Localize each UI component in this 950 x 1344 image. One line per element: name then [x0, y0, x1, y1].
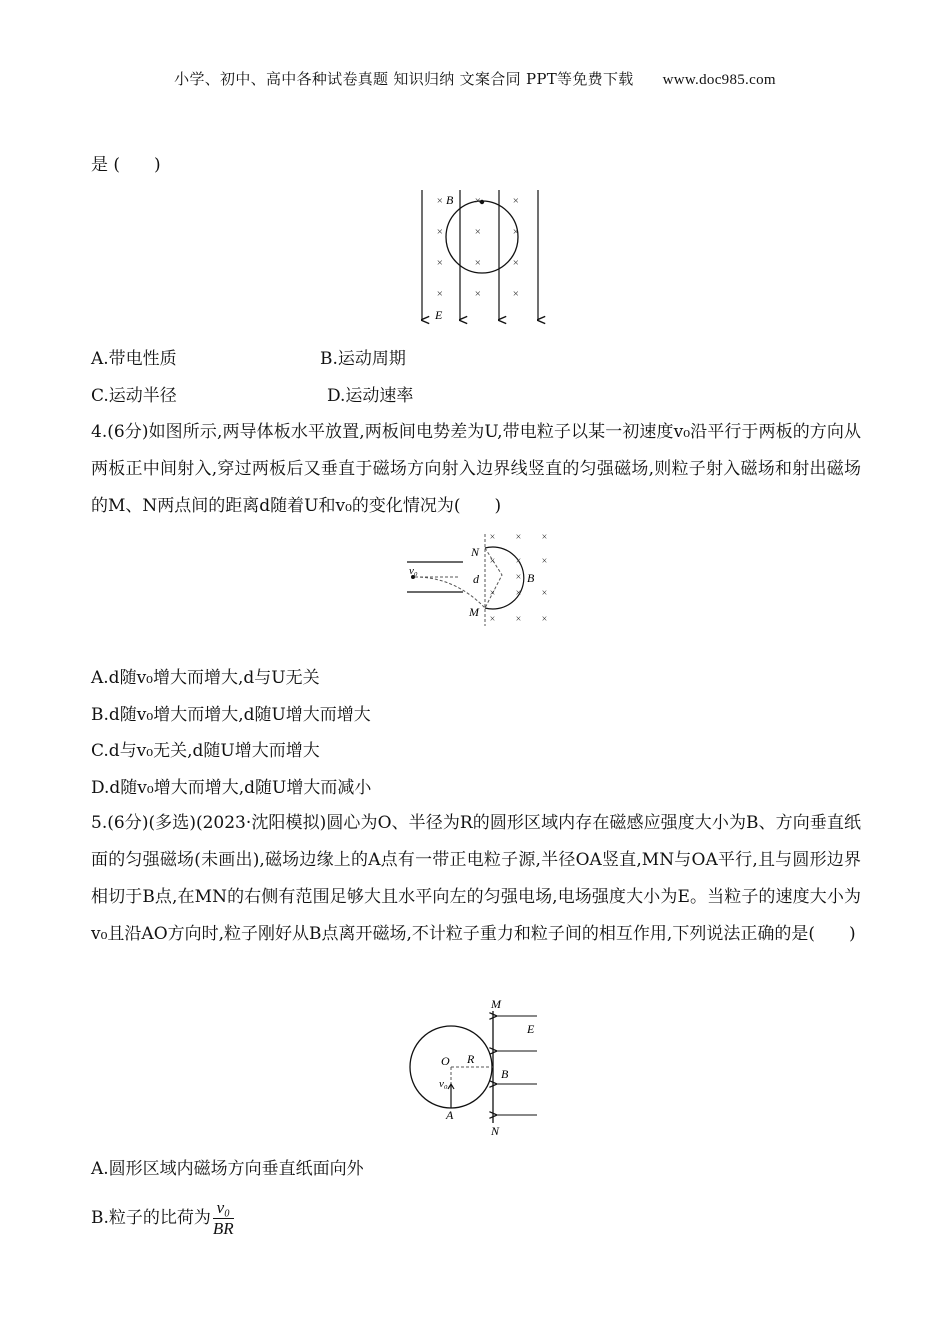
- q5-label-m: M: [491, 997, 501, 1011]
- svg-text:×: ×: [515, 532, 522, 543]
- page-header: [0, 68, 950, 89]
- q4-figure: [405, 530, 560, 630]
- q3-stem-tail: 是 ( ): [91, 155, 161, 175]
- svg-text:×: ×: [541, 588, 548, 599]
- q5-label-n: N: [491, 1124, 500, 1137]
- svg-text:×: ×: [512, 257, 520, 269]
- q4-label-d: d: [473, 572, 479, 586]
- q5-label-a: A: [446, 1108, 454, 1122]
- q5-option-b-prefix: B.粒子的比荷为: [91, 1208, 211, 1228]
- header-url: www.doc985.com: [662, 72, 776, 88]
- svg-text:×: ×: [541, 532, 548, 543]
- svg-text:×: ×: [541, 614, 548, 625]
- q4-cross-marks: [489, 532, 548, 625]
- q5-label-o: O: [441, 1054, 450, 1068]
- q4-label-m: M: [469, 605, 479, 619]
- svg-text:×: ×: [474, 288, 482, 300]
- q4-option-a: A.d随v₀增大而增大,d与U无关: [91, 668, 320, 688]
- q4-label-n: N: [471, 545, 480, 559]
- svg-text:×: ×: [436, 195, 444, 207]
- svg-text:×: ×: [436, 257, 444, 269]
- svg-text:×: ×: [512, 226, 520, 238]
- q5-option-b-fraction: [213, 1198, 234, 1239]
- svg-text:×: ×: [512, 195, 520, 207]
- svg-text:×: ×: [489, 556, 496, 567]
- svg-text:×: ×: [515, 614, 522, 625]
- svg-text:×: ×: [489, 532, 496, 543]
- svg-text:×: ×: [489, 614, 496, 625]
- svg-text:×: ×: [489, 588, 496, 599]
- q5-stem: 5.(6分)(多选)(2023·沈阳模拟)圆心为O、半径为R的圆形区域内存在磁感应强度大小为B、方向垂直纸面的匀强磁场(未画出),磁场边缘上的A点有一带正电粒子源,半径OA竖直,MN与OA平行,且与圆形边界相切于B点,在MN的右侧有范围足够大且水平向左的匀强电场,电场强度大小为E。当粒子的速度大小为v₀且沿AO方向时,粒子刚好从B点离开磁场,不计粒子重力和粒子间的相互作用,下列说法正确的是( ): [91, 813, 861, 944]
- q3-option-b: B.运动周期: [320, 349, 406, 369]
- q3-label-e: E: [435, 308, 443, 322]
- fraction-denominator: BR: [212, 1219, 234, 1238]
- q5-label-e: E: [527, 1022, 535, 1036]
- q4-stem: 4.(6分)如图所示,两导体板水平放置,两板间电势差为U,带电粒子以某一初速度v₀沿平行于两板的方向从两板正中间射入,穿过两板后又垂直于磁场方向射入边界线竖直的匀强磁场,则粒子射入磁场和射出磁场的M、N两点间的距离d随着U和v₀的变化情况为( ): [91, 422, 861, 516]
- q4-option-d: D.d随v₀增大而增大,d随U增大而减小: [91, 778, 372, 798]
- q3-option-a: A.带电性质: [91, 349, 177, 369]
- fraction-numerator: v₀: [213, 1198, 234, 1219]
- q5-label-r: R: [467, 1052, 475, 1066]
- q4-option-c: C.d与v₀无关,d随U增大而增大: [91, 741, 320, 761]
- q4-option-b: B.d随v₀增大而增大,d随U增大而增大: [91, 705, 371, 725]
- q3-field-lines: [422, 190, 538, 320]
- q5-option-a: A.圆形区域内磁场方向垂直纸面向外: [91, 1159, 364, 1179]
- svg-text:×: ×: [515, 556, 522, 567]
- q5-label-v0: v₀: [439, 1078, 448, 1090]
- q4-label-v0: v₀: [409, 565, 418, 577]
- svg-text:×: ×: [474, 195, 482, 207]
- svg-text:×: ×: [474, 257, 482, 269]
- svg-text:×: ×: [436, 226, 444, 238]
- svg-text:×: ×: [515, 572, 522, 583]
- svg-text:×: ×: [515, 588, 522, 599]
- q5-figure: [405, 995, 550, 1137]
- q5-label-b: B: [501, 1067, 509, 1081]
- q3-circle-path: [446, 201, 518, 273]
- svg-text:×: ×: [436, 288, 444, 300]
- header-text: 小学、初中、高中各种试卷真题 知识归纳 文案合同 PPT等免费下载: [174, 70, 634, 88]
- svg-text:×: ×: [474, 226, 482, 238]
- q5-option-b: [91, 1198, 234, 1239]
- svg-text:×: ×: [541, 556, 548, 567]
- q4-label-b: B: [527, 571, 535, 585]
- q3-label-b: B: [446, 193, 454, 207]
- q3-option-c: C.运动半径: [91, 386, 177, 406]
- q3-figure: [410, 186, 550, 326]
- q3-option-d: D.运动速率: [327, 386, 414, 406]
- svg-text:×: ×: [512, 288, 520, 300]
